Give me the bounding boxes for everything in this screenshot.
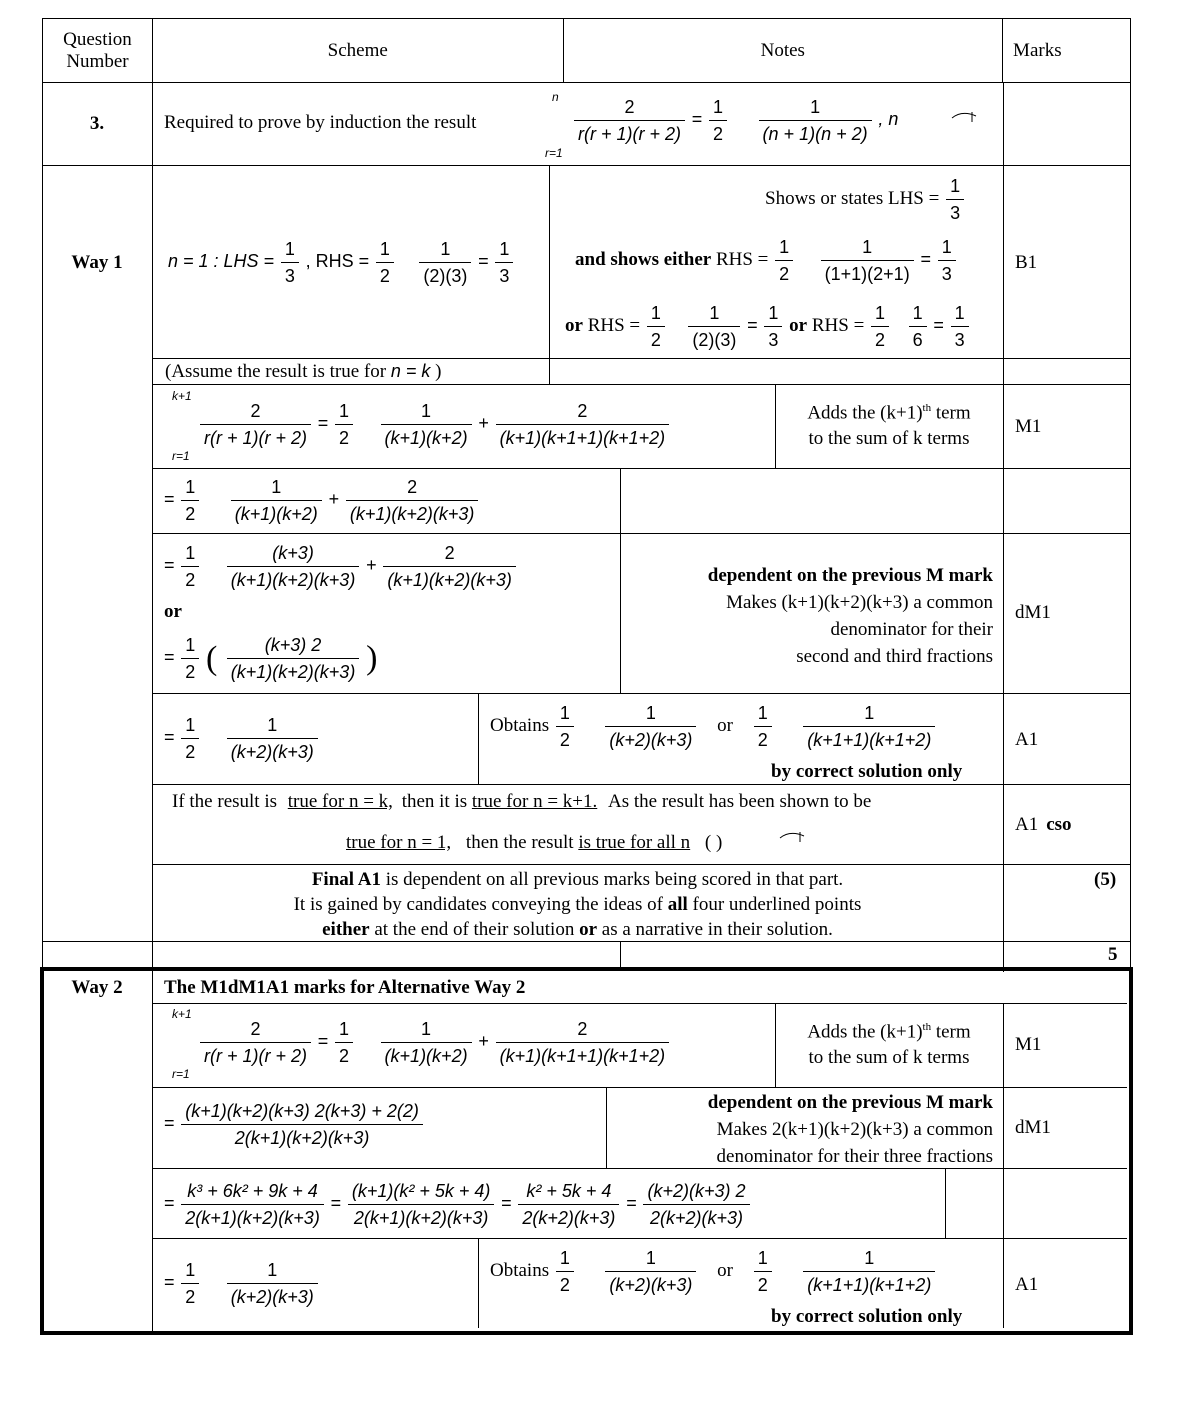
way2-title: The M1dM1A1 marks for Alternative Way 2 bbox=[164, 977, 526, 998]
way2-step-4: = $\frac{1}{2}$ $\frac{1}{(k+2)(k+3)}$ bbox=[164, 1257, 320, 1310]
way2-dm1-note: dependent on the previous M mark Makes 2(k+1)(k+2)(k+3) a common denominator for their three fractions bbox=[707, 1092, 993, 1167]
or-label: or bbox=[164, 601, 182, 622]
way2-mark-m1: M1 bbox=[1015, 1034, 1042, 1055]
a1-note: Obtains $\frac{1}{2}$ $\frac{1}{(k+2)(k+3)}$ or $\frac{1}{2}$ $\frac{1}{(k+1+1)(k+1+2)}$ bbox=[490, 700, 937, 753]
question-formula: $\frac{2}{r(r + 1)(r + 2)}$ = $\frac{1}{2}$ $\frac{1}{(n + 1)(n + 2)}$ , n bbox=[572, 94, 898, 147]
mark-m1: M1 bbox=[1015, 416, 1042, 437]
header-scheme: Scheme bbox=[152, 19, 563, 83]
inductive-step-4: = $\frac{1}{2}$ $\frac{1}{(k+2)(k+3)}$ bbox=[164, 712, 320, 765]
sum-upper-limit: n bbox=[552, 90, 559, 104]
way2-step-3: = $\frac{\text{k³ + 6k² + 9k + 4}}{2(k+1)(k+2)(k+3)}$ = $\frac{\text{(k+1)(k² + 5k + 4)}}{2(k+1)(k+2)(k+3)}$ = $\frac{\text{k² + 5k + 4}}{2(k+2)(k+3)}$ = $\frac{(k+2)(k+3) 2}{2(k+2)(k+3)}$ bbox=[164, 1178, 752, 1231]
way2-mark-dm1: dM1 bbox=[1015, 1117, 1051, 1138]
question-intro: Required to prove by induction the result bbox=[164, 112, 477, 133]
way2-mark-a1: A1 bbox=[1015, 1274, 1039, 1295]
m1-note: Adds the $(k+1)^{th}$ term to the sum of k terms bbox=[807, 402, 971, 450]
conclusion-line-2: true for n = 1, then the result is true for all n ( ) bbox=[346, 832, 723, 853]
assume-line: (Assume the result is true for n = k ) bbox=[165, 361, 442, 382]
inductive-step-3-alt: = $\frac{1}{2}$ ( $\frac{(k+3) 2}{(k+1)(k+2)(k+3)}$ ) bbox=[164, 632, 377, 685]
way2-a1-note: Obtains $\frac{1}{2}$ $\frac{1}{(k+2)(k+3)}$ or $\frac{1}{2}$ $\frac{1}{(k+1+1)(k+1+2)}$ bbox=[490, 1245, 937, 1298]
way1-base-case: n = 1 : LHS = $\frac{1}{3}$ , RHS = $\frac{1}{2}$ $\frac{1}{(2)(3)}$ = $\frac{1}{3}$ bbox=[168, 236, 515, 289]
natural-numbers-symbol bbox=[950, 110, 980, 124]
way2-step-2: = $\frac{(k+1)(k+2)(k+3) 2(k+3) + 2(2)}{2(k+1)(k+2)(k+3)}$ bbox=[164, 1098, 425, 1151]
way2-step-1: $\frac{2}{r(r + 1)(r + 2)}$ = $\frac{1}{2}$ $\frac{1}{(k+1)(k+2)}$ + $\frac{2}{(k+1)(k+1+1)(k+1+2)}$ bbox=[198, 1016, 671, 1069]
way1-label: Way 1 bbox=[71, 252, 123, 273]
b1-note-alt: or RHS = $\frac{1}{2}$ $\frac{1}{(2)(3)}$ = $\frac{1}{3}$ or RHS = $\frac{1}{2}$ $\frac{1}{6}$ = $\frac{1}{3}$ bbox=[565, 300, 971, 353]
way2-correct-note: by correct solution only bbox=[771, 1306, 963, 1327]
mark-a1-cso: A1 cso bbox=[1015, 814, 1072, 835]
b1-note-lhs: Shows or states LHS = $\frac{1}{3}$ bbox=[765, 173, 966, 226]
inductive-step-1: $\frac{2}{r(r + 1)(r + 2)}$ = $\frac{1}{2}$ $\frac{1}{(k+1)(k+2)}$ + $\frac{2}{(k+1)(k+1+1)(k+1+2)}$ bbox=[198, 398, 671, 451]
header-marks: Marks bbox=[1003, 19, 1131, 83]
question-number: 3. bbox=[89, 113, 105, 134]
sum-k-upper: k+1 bbox=[172, 389, 192, 403]
sum-k-lower: r=1 bbox=[172, 449, 190, 463]
header-notes: Notes bbox=[563, 19, 1003, 83]
b1-note-rhs: and shows either RHS = $\frac{1}{2}$ $\frac{1}{(1+1)(2+1)}$ = $\frac{1}{3}$ bbox=[575, 234, 958, 287]
mark-dm1: dM1 bbox=[1015, 602, 1051, 623]
way2-m1-note: Adds the $(k+1)^{th}$ term to the sum of k terms bbox=[807, 1021, 971, 1069]
dm1-note: dependent on the previous M mark Makes (k+1)(k+2)(k+3) a common denominator for their second and third fractions bbox=[707, 565, 993, 667]
final-a1-note: Final A1 is dependent on all previous marks being scored in that part. It is gained by candidates conveying the ideas of all four underlined points either at the end of their solution or as a narrative in their solution. bbox=[293, 869, 862, 940]
inductive-step-2: = $\frac{1}{2}$ $\frac{1}{(k+1)(k+2)}$ + $\frac{2}{(k+1)(k+2)(k+3)}$ bbox=[164, 474, 480, 527]
mark-b1: B1 bbox=[1015, 252, 1038, 273]
way2-sum-lower: r=1 bbox=[172, 1067, 190, 1081]
natural-numbers-symbol-2 bbox=[778, 830, 808, 844]
way2-label: Way 2 bbox=[71, 977, 123, 998]
mark-a1: A1 bbox=[1015, 729, 1039, 750]
inductive-step-3: = $\frac{1}{2}$ $\frac{(k+3)}{(k+1)(k+2)(k+3)}$ + $\frac{2}{(k+1)(k+2)(k+3)}$ bbox=[164, 540, 518, 593]
mark-scheme-table bbox=[42, 18, 1131, 83]
a1-correct-note: by correct solution only bbox=[771, 761, 963, 782]
part-total: (5) bbox=[1094, 869, 1117, 890]
way2-sum-upper: k+1 bbox=[172, 1007, 192, 1021]
conclusion-line-1: If the result is true for n = k, then it is true for n = k+1. As the result has been shown to be bbox=[172, 791, 872, 812]
header-question-number: Question Number bbox=[43, 19, 153, 83]
question-total: 5 bbox=[1108, 944, 1118, 965]
sum-lower-limit: r=1 bbox=[545, 146, 563, 160]
